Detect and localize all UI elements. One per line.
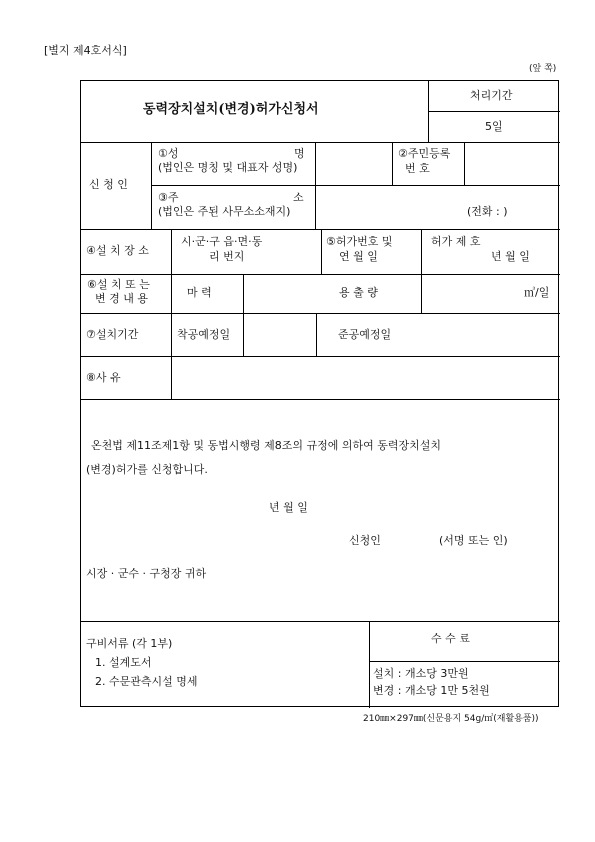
required-documents-title: 구비서류 (각 1부) [86,637,173,650]
signature-placeholder: (서명 또는 인) [439,534,508,547]
resident-number-label-2: 번 호 [405,162,430,175]
application-form [80,80,559,707]
divider [81,142,560,143]
statement-line1: 온천법 제11조제1항 및 동법시행령 제8조의 규정에 의하여 동력장치설치 [91,439,441,452]
install-period-label: ⑦설치기간 [86,328,139,341]
water-output-label: 용 출 량 [339,286,378,299]
permit-date-value: 년 월 일 [491,250,530,263]
water-output-unit: ㎥/일 [524,286,550,299]
name-label-end: 명 [294,147,305,160]
address-label: ③주 [158,191,179,204]
divider [428,81,429,142]
divider [369,621,370,708]
divider [151,142,152,229]
divider [315,142,316,229]
divider [464,142,465,185]
divider [151,185,560,186]
divider [392,142,393,185]
application-date: 년 월 일 [269,501,308,514]
form-title: 동력장치설치(변경)허가신청서 [143,102,319,117]
divider [81,399,560,400]
applicant-section-label: 신 청 인 [89,178,128,191]
install-place-label: ④설 치 장 소 [86,244,149,257]
paper-spec: 210㎜×297㎜(신문용지 54g/㎡(재활용품)) [363,714,539,724]
divider [421,229,422,313]
name-label: ①성 [158,147,179,160]
start-date-label: 착공예정일 [177,328,231,341]
statement-line2: (변경)허가를 신청합니다. [86,463,208,476]
name-note: (법인은 명칭 및 대표자 성명) [158,161,298,174]
fee-change: 변경 : 개소당 1만 5천원 [373,684,490,697]
horsepower-label: 마 력 [187,286,212,299]
change-content-label-2: 변 경 내 용 [95,292,148,305]
fee-title: 수 수 료 [431,632,470,645]
document-item: 2. 수문관측시설 명세 [95,675,198,688]
divider [81,313,560,314]
divider [171,229,172,399]
applicant-sign-label: 신청인 [349,534,381,547]
page-side-label: (앞 쪽) [529,64,557,74]
phone-field: (전화 : ) [467,205,508,218]
processing-period-value: 5일 [485,120,503,133]
form-number: [별지 제4호서식] [44,44,127,57]
divider [369,661,560,662]
address-label-end: 소 [293,191,304,204]
divider [81,274,560,275]
divider [81,356,560,357]
install-address-line2: 리 번지 [209,250,245,263]
end-date-label: 준공예정일 [338,328,392,341]
addressee: 시장 · 군수 · 구청장 귀하 [86,567,207,580]
divider [321,229,322,274]
install-address-line1: 시·군·구 읍·면·동 [181,235,263,248]
resident-number-label: ②주민등록 [398,147,451,160]
divider [428,111,560,112]
permit-number-label: ⑤허가번호 및 [326,235,393,248]
permit-number-value: 허가 제 호 [431,235,481,248]
fee-install: 설치 : 개소당 3만원 [373,667,469,680]
processing-period-label: 처리기간 [470,89,513,102]
divider [81,621,560,622]
reason-label: ⑧사 유 [86,371,121,384]
address-note: (법인은 주된 사무소소재지) [158,205,291,218]
document-item: 1. 설계도서 [95,656,152,669]
permit-date-label: 연 월 일 [339,250,378,263]
change-content-label: ⑥설 치 또 는 [87,278,150,291]
divider [316,313,317,356]
divider [243,274,244,356]
